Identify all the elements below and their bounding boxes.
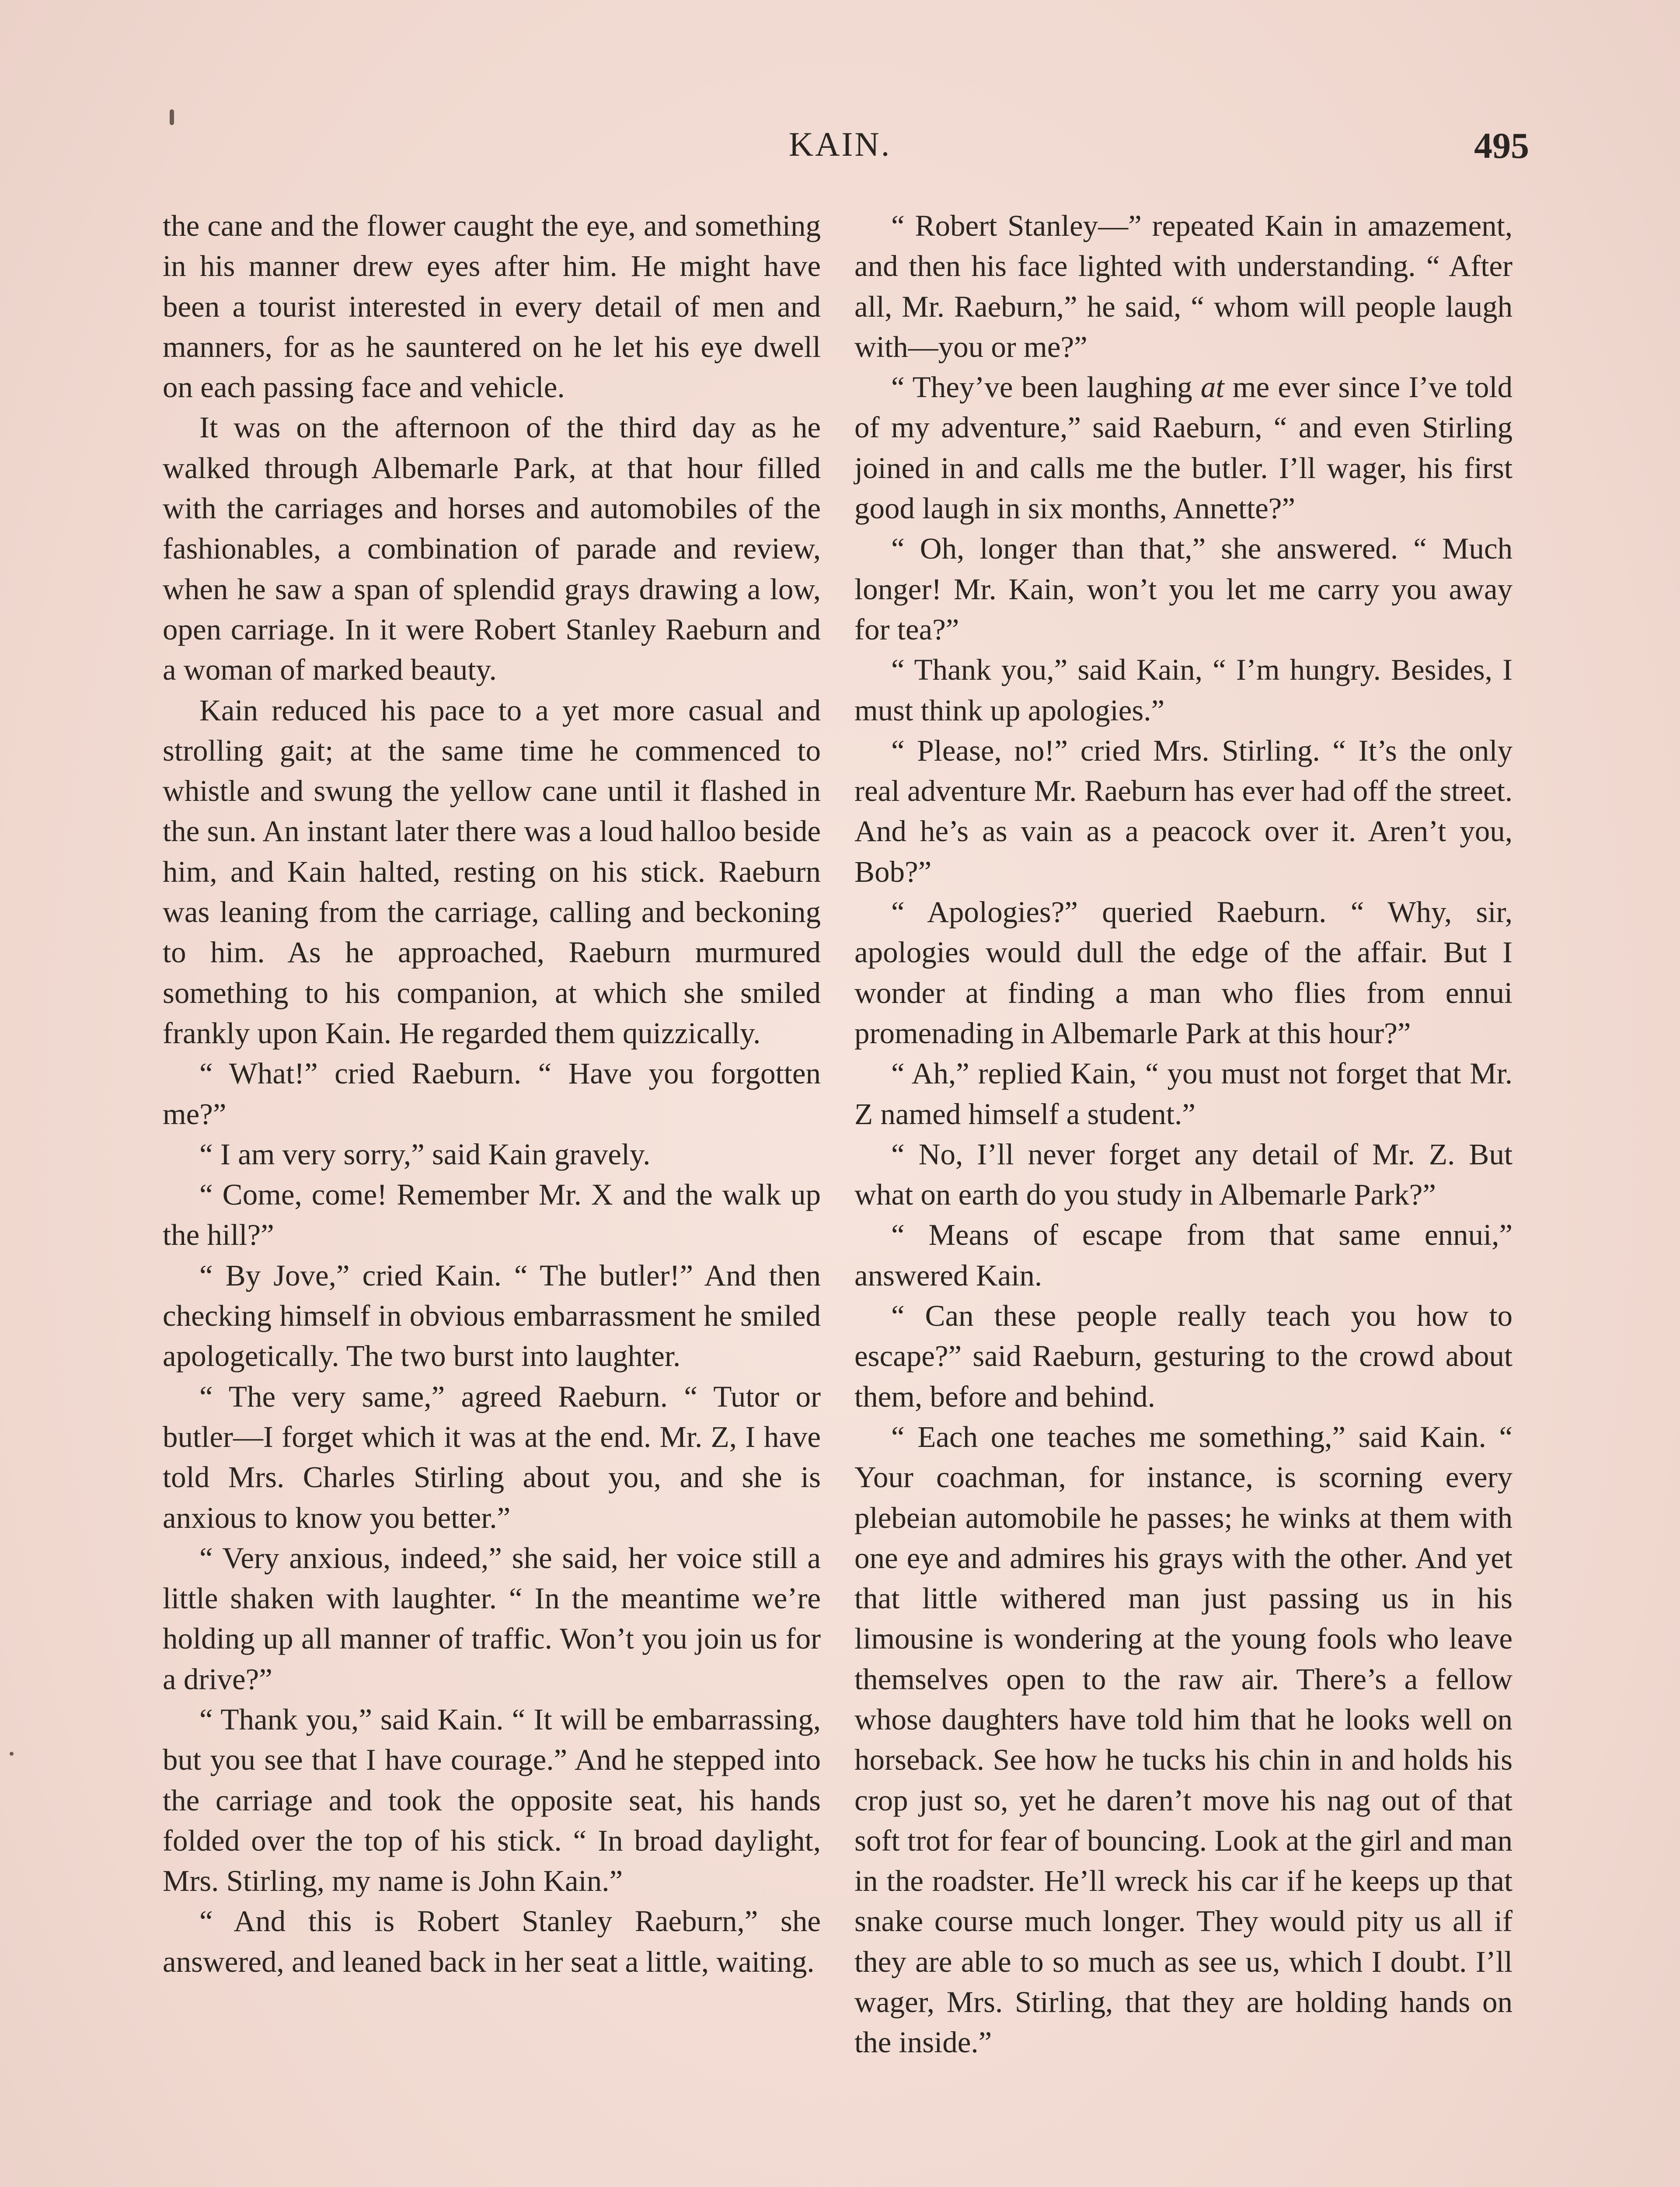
paragraph: “ Come, come! Remember Mr. X and the walk up the hill?” <box>163 1178 821 1252</box>
paragraph: “ Apologies?” queried Raeburn. “ Why, sir, apologies would dull the edge of the affair. But I wonder at finding a man who flies from ennui promenading in Albemarle Park at this hour?” <box>854 895 1513 1050</box>
right-column <box>854 206 1513 2063</box>
paragraph: “ Each one teaches me something,” said Kain. “ Your coachman, for instance, is scorning every plebeian automobile he passes; he winks at them with one eye and admires his grays with the other. And yet that little withered man just passing us in his limousine is wondering at the young fools who leave themselves open to the raw air. There’s a fellow whose daughters have told him that he looks well on horseback. See how he tucks his chin in and holds his crop just so, yet he daren’t move his nag out of that soft trot for fear of bouncing. Look at the girl and man in the roadster. He’ll wreck his car if he keeps up that snake course much longer. They would pity us all if they are able to so much as see us, which I doubt. I’ll wager, Mrs. Stirling, that they are holding hands on the inside.” <box>854 1420 1513 2059</box>
paragraph: “ Thank you,” said Kain, “ I’m hungry. Besides, I must think up apologies.” <box>854 653 1513 727</box>
running-header <box>0 125 1680 173</box>
paragraph: “ By Jove,” cried Kain. “ The butler!” And then checking himself in obvious embarrassment he smiled apologetically. The two burst into laughter. <box>163 1258 821 1373</box>
paragraph: “ I am very sorry,” said Kain gravely. <box>199 1137 651 1171</box>
paragraph: “ Very anxious, indeed,” she said, her voice still a little shaken with laughter. “ In the meantime we’re holding up all manner of traffic. Won’t you join us for a drive?” <box>163 1541 821 1696</box>
paragraph: “ What!” cried Raeburn. “ Have you forgotten me?” <box>163 1057 821 1131</box>
paragraph: “ Oh, longer than that,” she answered. “ Much longer! Mr. Kain, won’t you let me carry you away for tea?” <box>854 532 1513 646</box>
paragraph: “ No, I’ll never forget any detail of Mr. Z. But what on earth do you study in Albemarle Park?” <box>854 1137 1513 1212</box>
paragraph: “ Robert Stanley—” repeated Kain in amazement, and then his face lighted with understanding. “ After all, Mr. Raeburn,” he said, “ whom will people laugh with—you or me?” <box>854 209 1513 363</box>
paragraph: “ The very same,” agreed Raeburn. “ Tutor or butler—I forget which it was at the end. Mr. Z, I have told Mrs. Charles Stirling about you, and she is anxious to know you better.” <box>163 1380 821 1534</box>
left-column <box>163 206 821 1982</box>
running-title: KAIN. <box>788 125 892 163</box>
paragraph: “ They’ve been laughing at me ever since I’ve told of my adventure,” said Raeburn, “ and even Stirling joined in and calls me the butler. I’ll wager, his first good laugh in six months, Annette?” <box>854 370 1513 525</box>
paragraph: “ Please, no!” cried Mrs. Stirling. “ It’s the only real adventure Mr. Raeburn has ever had off the street. And he’s as vain as a peacock over it. Aren’t you, Bob?” <box>854 734 1513 888</box>
paragraph: Kain reduced his pace to a yet more casual and strolling gait; at the same time he commenced to whistle and swung the yellow cane until it flashed in the sun. An instant later there was a loud halloo beside him, and Kain halted, resting on his stick. Raeburn was leaning from the carriage, calling and beckoning to him. As he approached, Raeburn murmured something to his companion, at which she smiled frankly upon Kain. He regarded them quizzically. <box>163 693 821 1050</box>
paragraph: “ Ah,” replied Kain, “ you must not forget that Mr. Z named himself a student.” <box>854 1057 1513 1131</box>
paragraph: “ Thank you,” said Kain. “ It will be embarrassing, but you see that I have courage.” And he stepped into the carriage and took the opposite seat, his hands folded over the top of his stick. “ In broad daylight, Mrs. Stirling, my name is John Kain.” <box>163 1702 821 1898</box>
paragraph: “ And this is Robert Stanley Raeburn,” she answered, and leaned back in her seat a little, waiting. <box>163 1904 821 1978</box>
paragraph: “ Can these people really teach you how to escape?” said Raeburn, gesturing to the crowd about them, before and behind. <box>854 1299 1513 1413</box>
paragraph: the cane and the flower caught the eye, and something in his manner drew eyes after him. He might have been a tourist interested in every detail of men and manners, for as he sauntered on he let his eye dwell on each passing face and vehicle. <box>163 209 821 404</box>
paragraph: “ Means of escape from that same ennui,” answered Kain. <box>854 1218 1513 1292</box>
ink-speck <box>10 1752 14 1756</box>
page-number: 495 <box>1474 126 1529 166</box>
paragraph: It was on the afternoon of the third day as he walked through Albemarle Park, at that hour filled with the carriages and horses and automobiles of the fashionables, a combination of parade and review, when he saw a span of splendid grays drawing a low, open carriage. In it were Robert Stanley Raeburn and a woman of marked beauty. <box>163 411 821 687</box>
ink-speck <box>170 109 174 125</box>
